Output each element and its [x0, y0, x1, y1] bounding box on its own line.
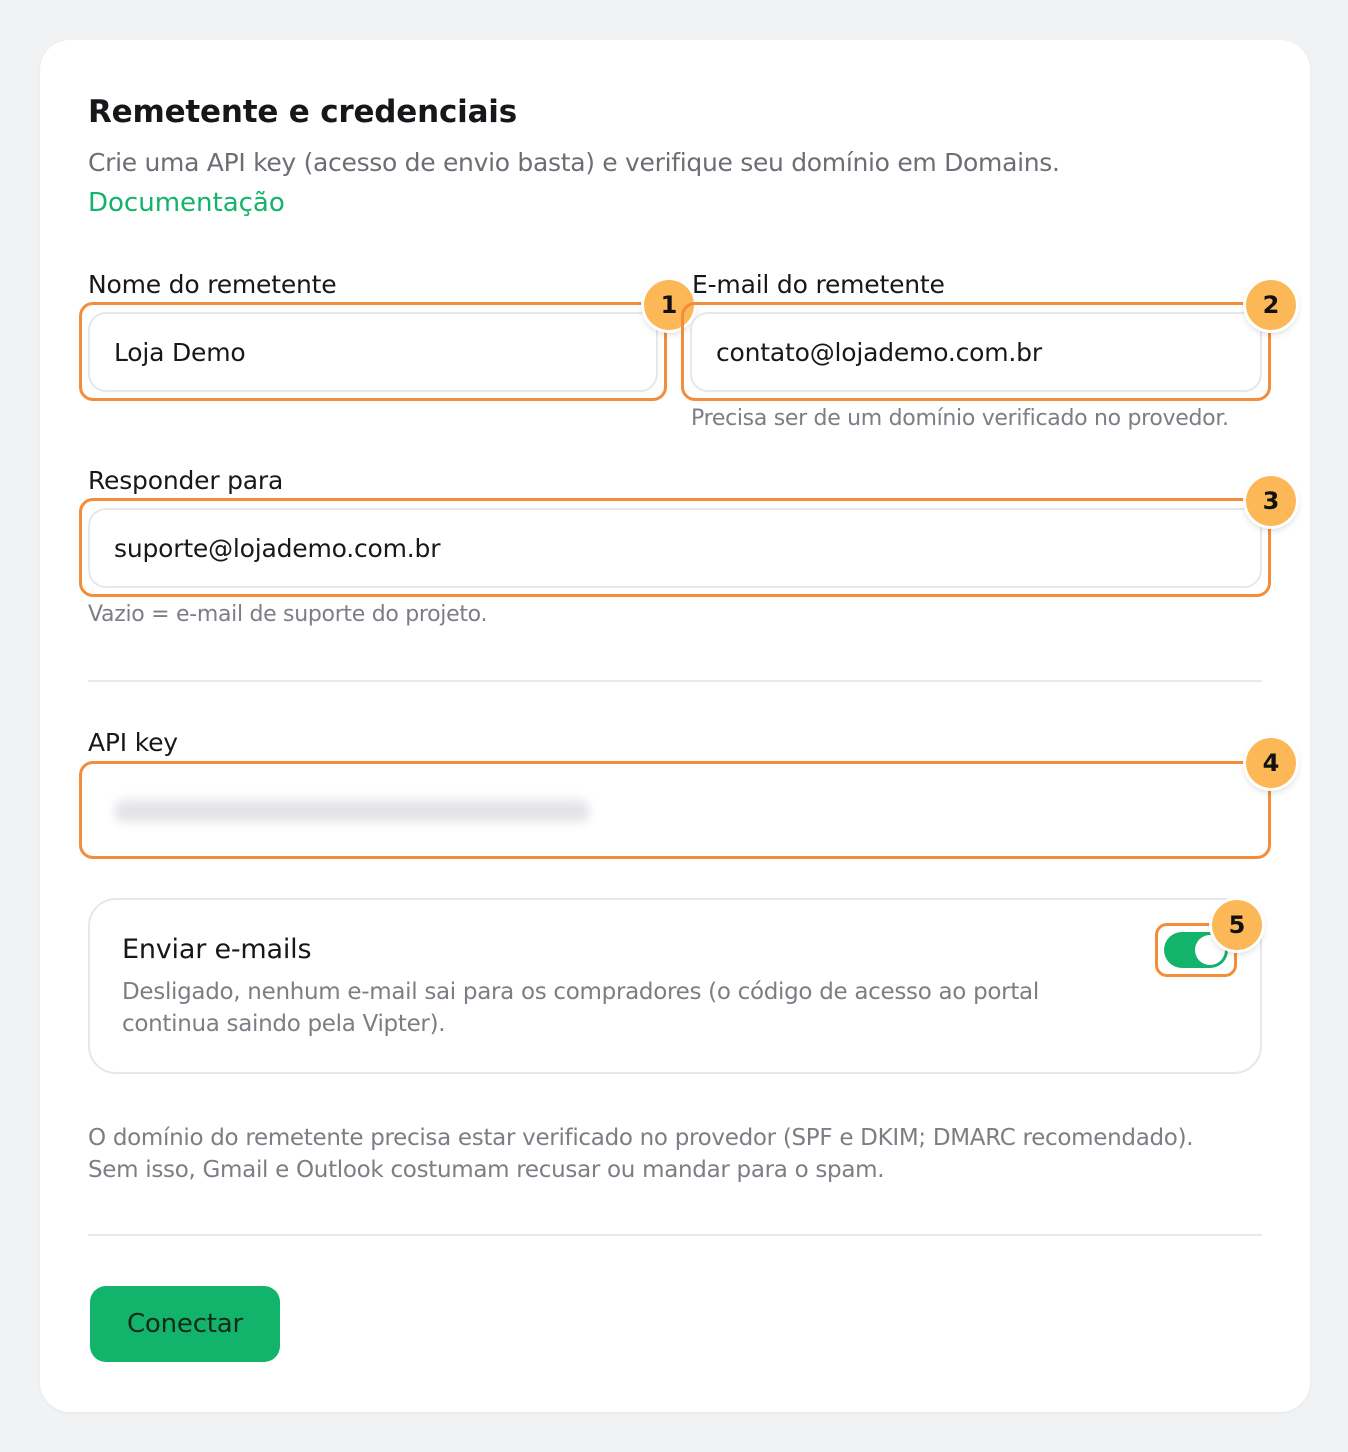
footer-note: O domínio do remetente precisa estar verificado no provedor (SPF e DKIM; DMARC recomendado). Sem isso, Gmail e Outlook costumam recusar ou mandar para o spam. — [88, 1125, 1194, 1183]
badge-1: 1 — [644, 280, 694, 330]
reply-to-hint: Vazio = e-mail de suporte do projeto. — [88, 602, 488, 627]
send-emails-title: Enviar e-mails — [122, 934, 312, 965]
connect-button[interactable]: Conectar — [90, 1286, 280, 1362]
reply-to-label: Responder para — [88, 466, 284, 495]
badge-2: 2 — [1246, 280, 1296, 330]
settings-card — [40, 40, 1310, 1412]
sender-email-label: E-mail do remetente — [692, 270, 945, 299]
documentation-link[interactable]: Documentação — [88, 188, 285, 218]
sender-name-input[interactable] — [88, 312, 658, 392]
api-key-label: API key — [88, 728, 178, 757]
section-title: Remetente e credenciais — [88, 94, 517, 130]
reply-to-input[interactable] — [88, 508, 1262, 588]
badge-3: 3 — [1246, 476, 1296, 526]
section-subtitle: Crie uma API key (acesso de envio basta) e verifique seu domínio em Domains. — [88, 148, 1060, 177]
sender-email-input[interactable] — [690, 312, 1262, 392]
badge-5: 5 — [1212, 900, 1262, 950]
badge-4: 4 — [1246, 738, 1296, 788]
send-emails-description: Desligado, nenhum e-mail sai para os compradores (o código de acesso ao portal continua saindo pela Vipter). — [122, 979, 1039, 1037]
sender-name-label: Nome do remetente — [88, 270, 337, 299]
divider — [88, 680, 1262, 682]
divider — [88, 1234, 1262, 1236]
sender-email-hint: Precisa ser de um domínio verificado no provedor. — [691, 406, 1229, 431]
api-key-masked-value — [114, 800, 590, 822]
